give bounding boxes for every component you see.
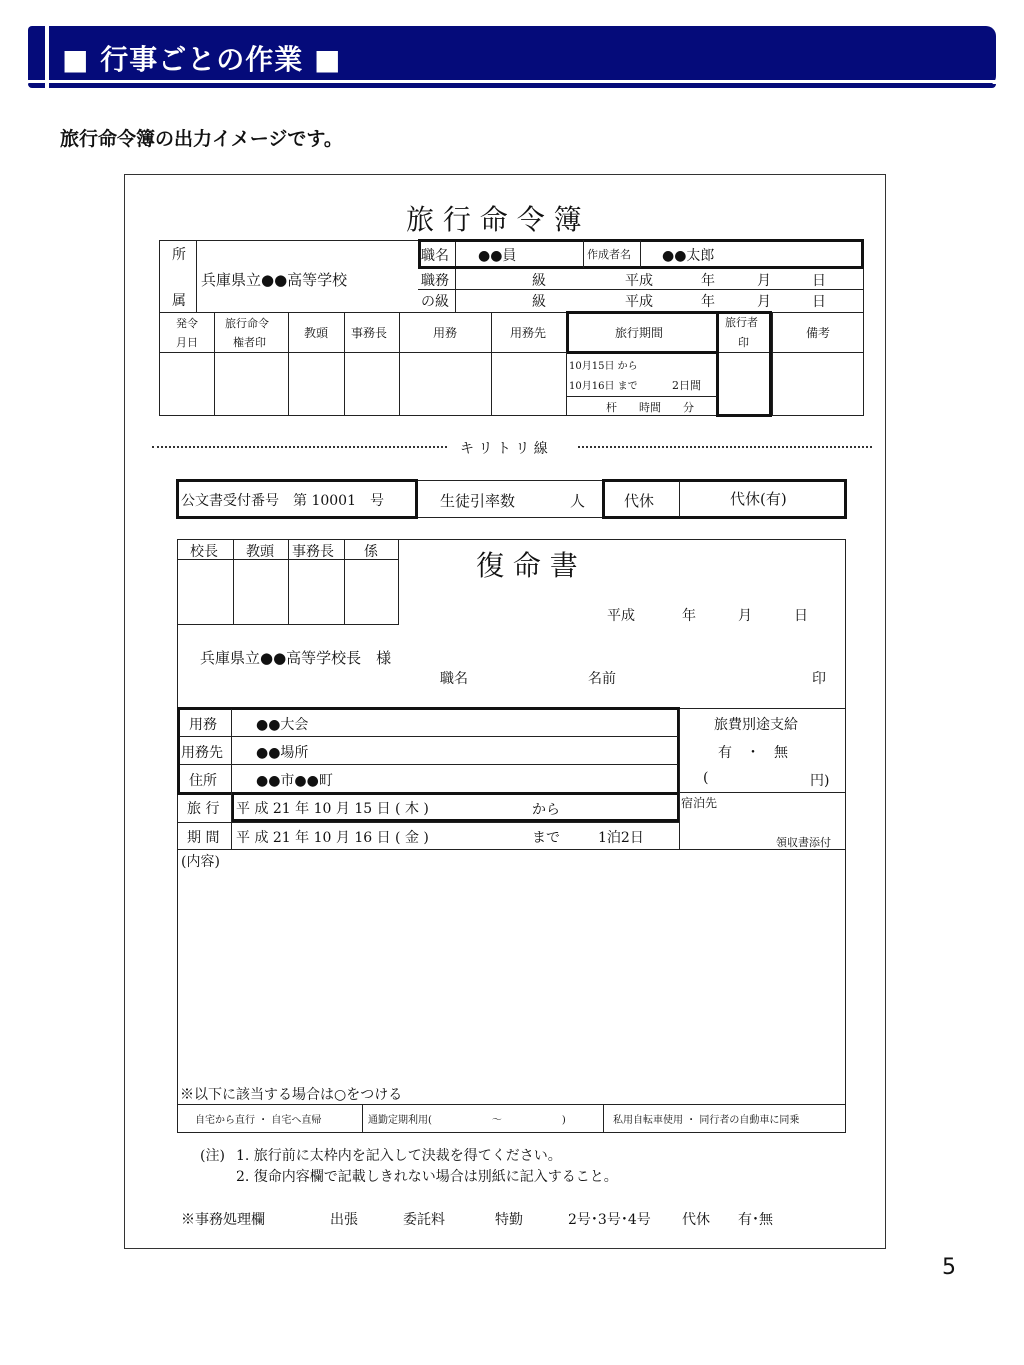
approver-4: 係 <box>364 544 378 560</box>
office-item-2: 委託料 <box>403 1212 445 1228</box>
nen-2: 年 <box>701 294 715 310</box>
kenja-2: 権者印 <box>233 336 266 349</box>
youmusaki-value: ●●場所 <box>256 745 309 761</box>
students-unit: 人 <box>570 492 586 510</box>
office-label: ※事務処理欄 <box>181 1212 265 1228</box>
daikyu-label: 代休 <box>624 492 655 510</box>
header-kyoto: 教頭 <box>304 326 329 340</box>
shozoku-label-top: 所 <box>172 247 186 263</box>
author-value: ●●太郎 <box>662 248 715 264</box>
office-item-4: 2号･3号･4号 <box>568 1212 651 1228</box>
header-kikan: 旅行期間 <box>615 326 664 340</box>
report-date-heisei: 平成 <box>607 608 635 624</box>
kyu-1: 級 <box>532 273 546 289</box>
header-youmusaki: 用務先 <box>510 326 547 340</box>
office-item-1: 出張 <box>330 1212 358 1228</box>
header-ryokosha-2: 印 <box>738 336 749 349</box>
header-biko: 備考 <box>806 326 831 340</box>
header-ryokosha-1: 旅行者 <box>725 316 758 329</box>
order-title: 旅 行 命 令 簿 <box>406 203 582 236</box>
contents-label: (内容) <box>181 854 220 870</box>
report-date-hi: 日 <box>794 608 808 624</box>
lodging-label: 宿泊先 <box>681 796 718 810</box>
tsuki-2: 月 <box>757 294 771 310</box>
shozoku-label-bottom: 属 <box>172 293 186 309</box>
banner-accent-stripe <box>45 26 49 90</box>
report-title: 復 命 書 <box>476 549 578 582</box>
youmu-label: 用務 <box>189 717 217 733</box>
youmusaki-label: 用務先 <box>181 745 223 761</box>
banner-underline <box>28 84 996 88</box>
option-2: 通勤定期利用( ～ ) <box>368 1115 566 1126</box>
addressee: 兵庫県立●●高等学校長 様 <box>200 649 392 667</box>
period-days: 2日間 <box>672 379 701 392</box>
report-shokumei: 職名 <box>440 671 468 687</box>
period-from: 10月15日 から <box>569 361 638 372</box>
shokumei-label: 職名 <box>421 248 449 264</box>
mark-note: ※以下に該当する場合は○をつける <box>180 1087 403 1103</box>
school-name: 兵庫県立●●高等学校 <box>201 271 348 289</box>
approver-3: 事務長 <box>292 544 334 560</box>
ryoko-label: 旅 行 <box>187 801 220 817</box>
kenja-1: 旅行命令 <box>225 317 269 330</box>
office-item-6: 有･無 <box>738 1212 773 1228</box>
jusho-value: ●●市●●町 <box>256 773 333 789</box>
cutline-dots-left <box>152 446 447 448</box>
note-1: 1. 旅行前に太枠内を記入して決裁を得てください。 <box>236 1148 562 1164</box>
author-label: 作成者名 <box>587 248 631 261</box>
report-in: 印 <box>812 671 826 687</box>
nights: 1泊2日 <box>598 830 644 846</box>
to-word: まで <box>532 830 560 846</box>
option-1: 自宅から直行 ・ 自宅へ直帰 <box>195 1115 322 1126</box>
office-item-3: 特勤 <box>495 1212 523 1228</box>
header-youmu: 用務 <box>433 326 458 340</box>
expense-label: 旅費別途支給 <box>714 717 798 733</box>
document-no: 公文書受付番号 第 10001 号 <box>181 493 384 509</box>
detail-thick-box <box>177 707 680 795</box>
youmu-value: ●●大会 <box>256 717 309 733</box>
cutline-dots-right <box>578 446 872 448</box>
approver-2: 教頭 <box>246 544 274 560</box>
page-number: 5 <box>942 1255 956 1280</box>
shokumu-label-2: の級 <box>421 294 449 310</box>
jusho-label: 住所 <box>189 773 217 789</box>
hi-2: 日 <box>812 294 826 310</box>
hatsurei-1: 発令 <box>176 317 198 330</box>
report-date-nen: 年 <box>682 608 696 624</box>
shokumei-value: ●●員 <box>478 248 517 264</box>
option-3: 私用自転車使用 ・ 同行者の自動車に同乗 <box>613 1115 800 1126</box>
office-item-5: 代休 <box>682 1212 710 1228</box>
note-2: 2. 復命内容欄で記載しきれない場合は別紙に記入すること。 <box>236 1169 618 1185</box>
kyu-2: 級 <box>532 294 546 310</box>
nen-1: 年 <box>701 273 715 289</box>
expense-yen-open: ( <box>703 770 709 786</box>
approver-1: 校長 <box>190 544 218 560</box>
report-namae: 名前 <box>588 671 616 687</box>
intro-text: 旅行命令簿の出力イメージです。 <box>60 128 343 150</box>
to-date: 平 成 21 年 10 月 16 日 ( 金 ) <box>236 830 429 846</box>
daikyu-value: 代休(有) <box>730 490 787 508</box>
tsuki-1: 月 <box>757 273 771 289</box>
from-date: 平 成 21 年 10 月 15 日 ( 木 ) <box>236 801 429 817</box>
expense-choice: 有 ・ 無 <box>718 745 788 761</box>
slide-title: ■ 行事ごとの作業 ■ <box>62 43 342 76</box>
receipt-attached: 領収書添付 <box>776 836 831 849</box>
heisei-2: 平成 <box>625 294 653 310</box>
note-prefix: (注) <box>200 1148 225 1164</box>
period-time: 杆 時間 分 <box>606 401 694 414</box>
expense-yen-close: 円) <box>810 773 830 789</box>
hi-1: 日 <box>812 273 826 289</box>
kikan-label: 期 間 <box>187 830 220 846</box>
report-date-tsuki: 月 <box>738 608 752 624</box>
shokumu-label-1: 職務 <box>421 273 449 289</box>
header-jimucho: 事務長 <box>351 326 388 340</box>
from-word: から <box>532 802 560 818</box>
banner-divider <box>28 80 996 83</box>
cutline-label: キ リ ト リ 線 <box>460 441 548 457</box>
heisei-1: 平成 <box>625 273 653 289</box>
hatsurei-2: 月日 <box>176 336 198 349</box>
period-to: 10月16日 まで <box>569 381 638 392</box>
students-label: 生徒引率数 <box>440 492 516 510</box>
